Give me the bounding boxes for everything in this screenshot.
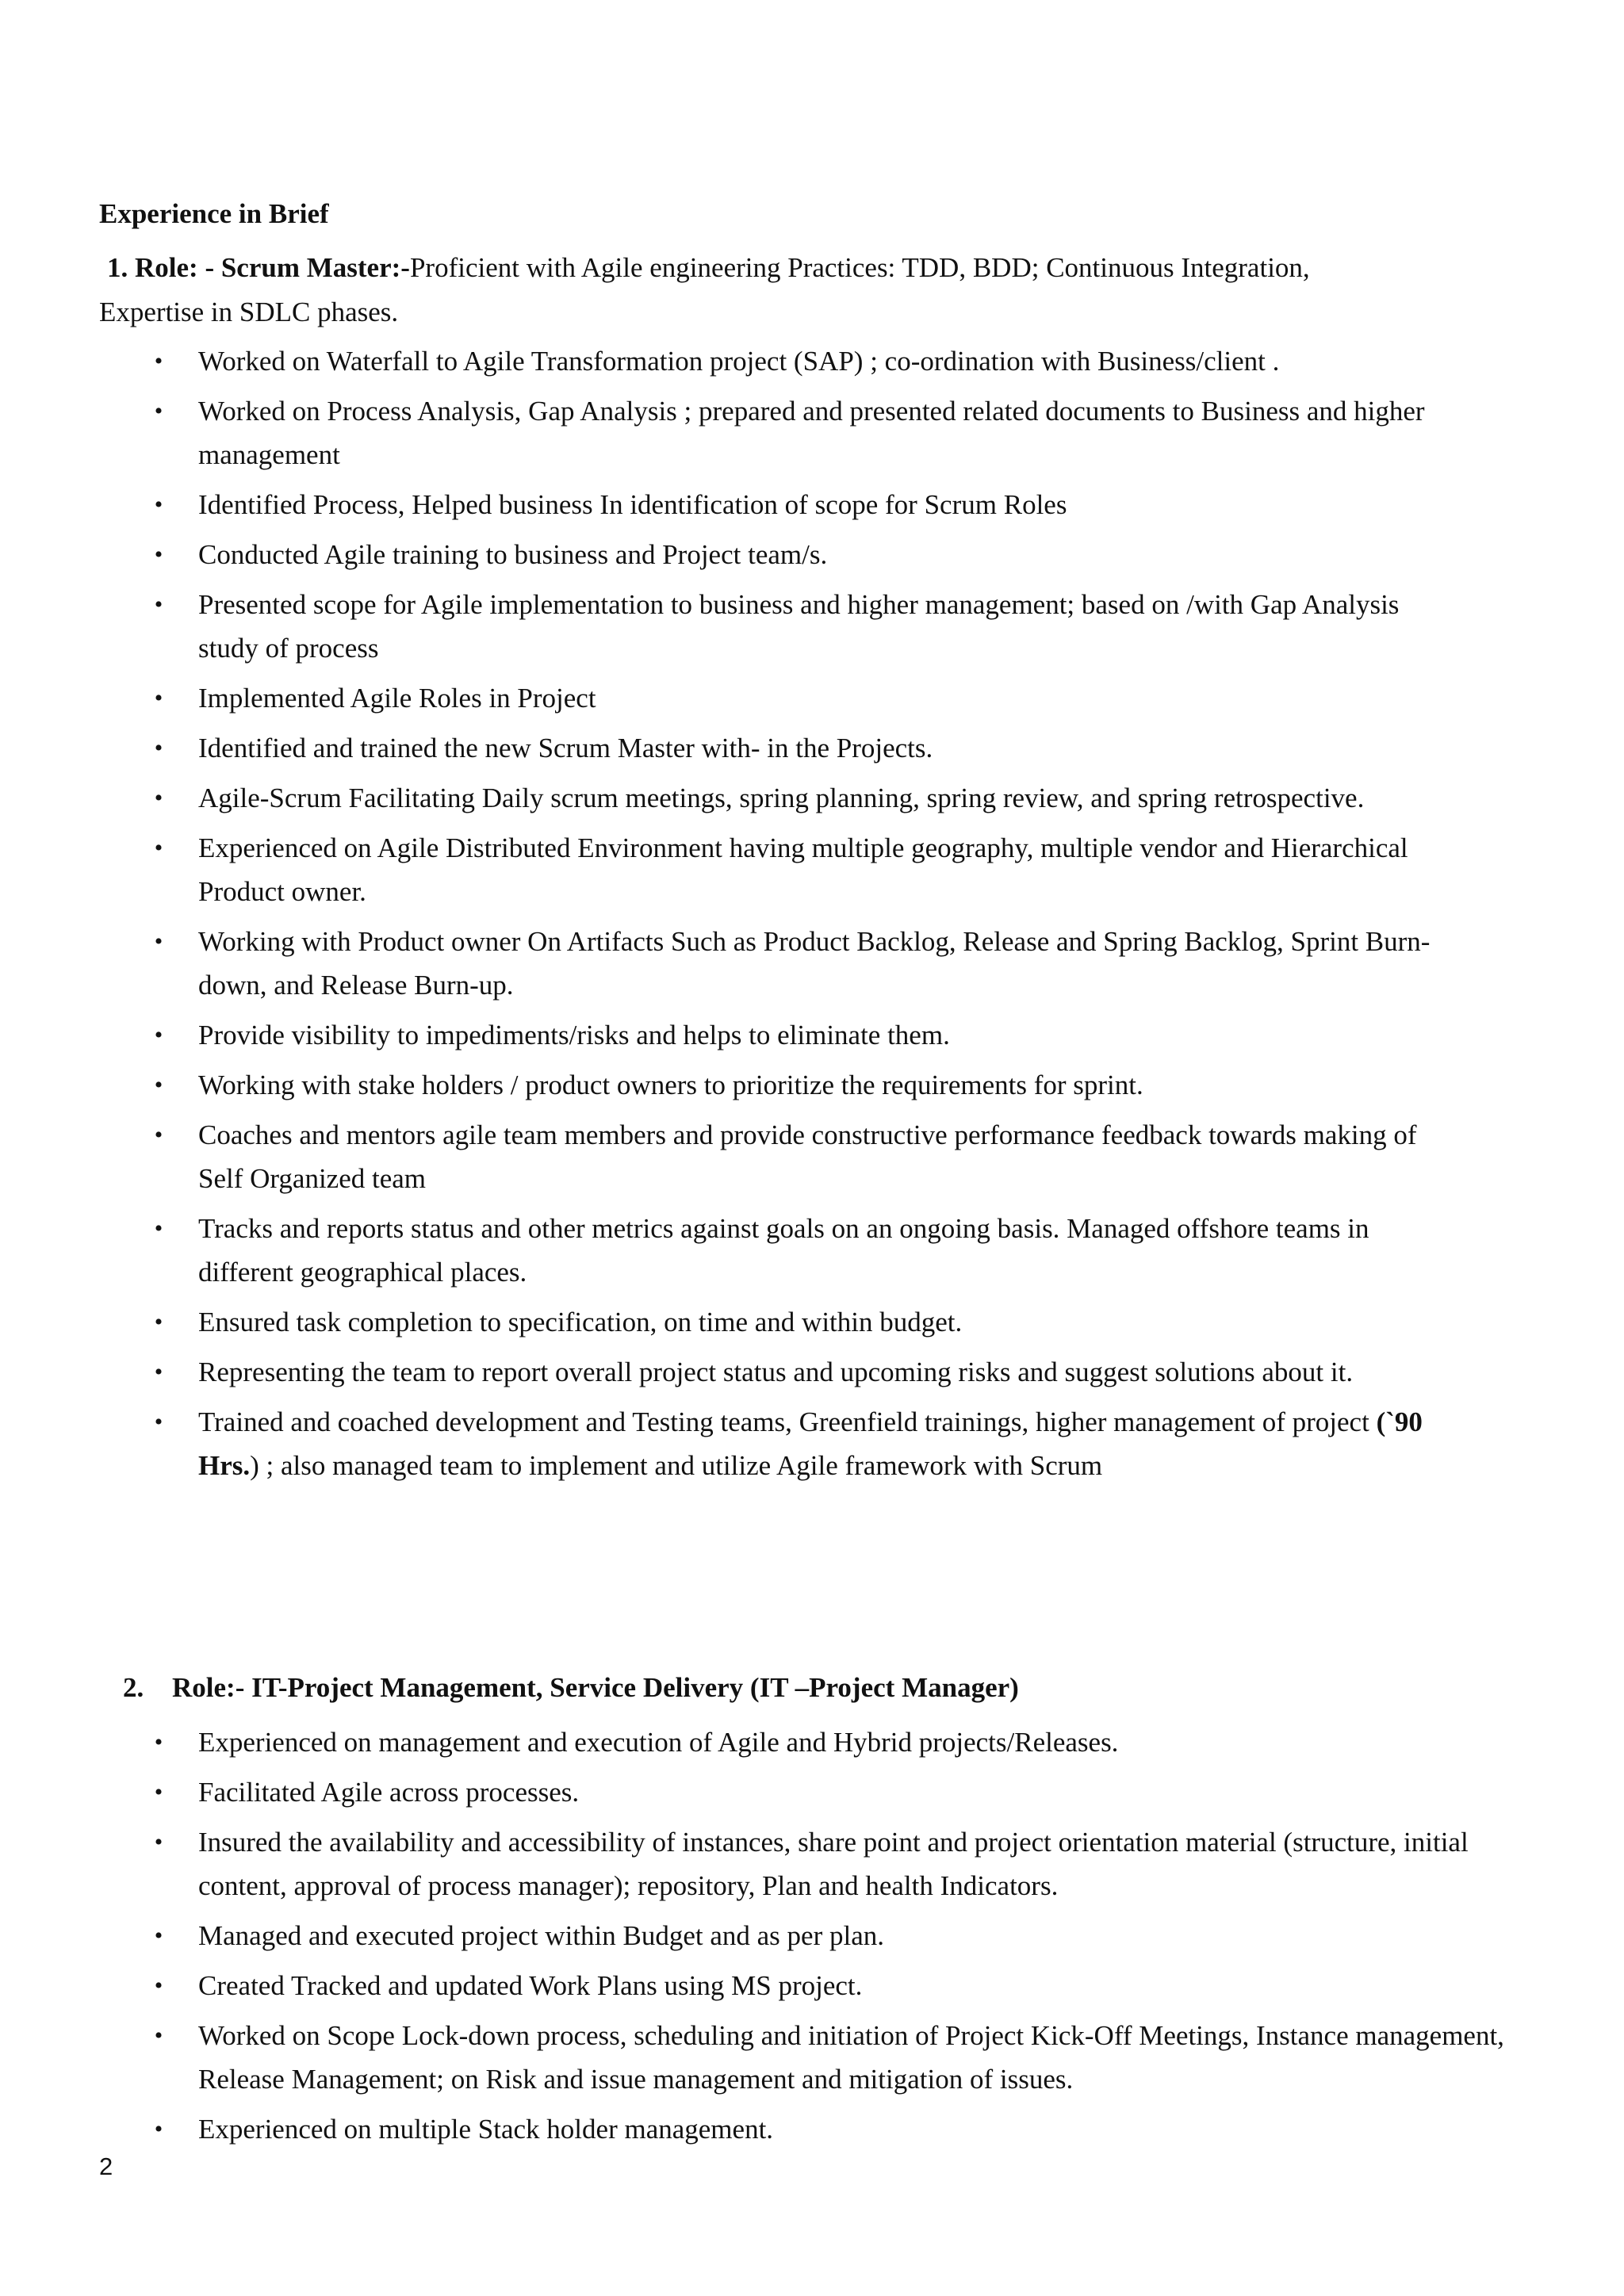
list-item-text: Working with stake holders / product owners to prioritize the requirements for sprint. <box>198 1070 1143 1100</box>
list-item <box>151 339 1435 383</box>
list-item-text-after: ) ; also managed team to implement and utilize Agile framework with Scrum <box>250 1450 1103 1481</box>
list-item <box>151 483 1435 526</box>
list-item <box>151 389 1435 476</box>
bullet-icon: • <box>154 735 163 761</box>
bullet-icon: • <box>154 1973 163 1999</box>
bullet-icon: • <box>154 1729 163 1755</box>
list-item <box>151 583 1435 670</box>
role-2-title <box>123 1666 1019 1710</box>
list-item <box>151 1063 1435 1107</box>
list-item <box>151 1770 1530 1814</box>
bullet-icon: • <box>154 492 163 518</box>
bullet-icon: • <box>154 1359 163 1385</box>
bullet-icon: • <box>154 928 163 955</box>
list-item-text: Worked on Process Analysis, Gap Analysis ; prepared and presented related documents to Business and higher management <box>198 396 1425 470</box>
list-item <box>151 726 1435 770</box>
bullet-icon: • <box>154 348 163 374</box>
bullet-icon: • <box>154 1122 163 1148</box>
list-item <box>151 776 1435 820</box>
bullet-icon: • <box>154 591 163 618</box>
list-item-text: Facilitated Agile across processes. <box>198 1777 580 1808</box>
list-item <box>151 1720 1530 1764</box>
bullet-icon: • <box>154 835 163 861</box>
list-item-text-before: Trained and coached development and Testing teams, Greenfield trainings, higher management of project <box>198 1406 1377 1437</box>
list-item <box>151 1350 1435 1394</box>
role-2-title-text: Role:- IT-Project Management, Service Delivery (IT –Project Manager) <box>172 1672 1019 1703</box>
bullet-icon: • <box>154 541 163 568</box>
role-1-title: 1. Role: - Scrum Master:- <box>107 252 410 283</box>
list-item-text: Worked on Waterfall to Agile Transformation project (SAP) ; co-ordination with Business/client . <box>198 346 1280 377</box>
bullet-icon: • <box>154 1779 163 1805</box>
list-item <box>151 676 1435 720</box>
list-item-text: Implemented Agile Roles in Project <box>198 683 596 714</box>
list-item <box>151 1113 1435 1200</box>
role-2-bullet-list <box>151 1720 1530 2157</box>
list-item-text: Conducted Agile training to business and Project team/s. <box>198 539 828 570</box>
bullet-icon: • <box>154 2022 163 2049</box>
list-item-text-hours: (`90 Hrs. <box>198 1406 1423 1481</box>
list-item-text: Presented scope for Agile implementation to business and higher management; based on /with Gap Analysis study of process <box>198 589 1400 664</box>
bullet-icon: • <box>154 1829 163 1855</box>
bullet-icon: • <box>154 1409 163 1435</box>
list-item-text: Representing the team to report overall project status and upcoming risks and suggest solutions about it. <box>198 1357 1354 1387</box>
bullet-icon: • <box>154 685 163 711</box>
list-item <box>151 2014 1530 2101</box>
role-1-description: Proficient with Agile engineering Practices: TDD, BDD; Continuous Integration, Expertise in SDLC phases. <box>99 252 1310 327</box>
list-item <box>151 1207 1435 1294</box>
list-item-text: Tracks and reports status and other metrics against goals on an ongoing basis. Managed offshore teams in different geographical places. <box>198 1213 1369 1288</box>
list-item-text: Ensured task completion to specification, on time and within budget. <box>198 1307 963 1337</box>
role-2-number: 2. <box>123 1672 144 1703</box>
list-item-text: Experienced on management and execution of Agile and Hybrid projects/Releases. <box>198 1727 1119 1758</box>
list-item <box>151 1300 1435 1344</box>
list-item-text: Coaches and mentors agile team members and provide constructive performance feedback towards making of Self Organized team <box>198 1119 1417 1194</box>
role-1-summary <box>99 246 1336 335</box>
list-item <box>151 1400 1435 1487</box>
section-heading: Experience in Brief <box>99 198 329 229</box>
page-number: 2 <box>99 2152 113 2180</box>
list-item <box>151 1964 1530 2007</box>
list-item-text: Provide visibility to impediments/risks and helps to eliminate them. <box>198 1020 950 1050</box>
bullet-icon: • <box>154 1022 163 1048</box>
bullet-icon: • <box>154 2116 163 2142</box>
list-item-text: Identified and trained the new Scrum Master with- in the Projects. <box>198 733 933 763</box>
list-item <box>151 920 1435 1007</box>
list-item <box>151 826 1435 913</box>
list-item-text: Experienced on Agile Distributed Environment having multiple geography, multiple vendor and Hierarchical Product owner. <box>198 832 1408 907</box>
bullet-icon: • <box>154 1072 163 1098</box>
list-item-text: Created Tracked and updated Work Plans using MS project. <box>198 1970 863 2001</box>
list-item <box>151 1013 1435 1057</box>
list-item-text: Worked on Scope Lock-down process, scheduling and initiation of Project Kick-Off Meetings, Instance management, Release Management; on Risk and issue management and mitigation of issues. <box>198 2020 1504 2095</box>
list-item <box>151 533 1435 576</box>
list-item-text: Experienced on multiple Stack holder management. <box>198 2114 774 2145</box>
list-item-text: Agile-Scrum Facilitating Daily scrum meetings, spring planning, spring review, and spring retrospective. <box>198 783 1365 813</box>
list-item-text: Identified Process, Helped business In identification of scope for Scrum Roles <box>198 489 1067 520</box>
bullet-icon: • <box>154 1215 163 1242</box>
bullet-icon: • <box>154 1923 163 1949</box>
bullet-icon: • <box>154 785 163 811</box>
list-item <box>151 1914 1530 1957</box>
list-item-text: Working with Product owner On Artifacts Such as Product Backlog, Release and Spring Backlog, Sprint Burn-down, and Release Burn-up. <box>198 926 1431 1001</box>
bullet-icon: • <box>154 398 163 424</box>
bullet-icon: • <box>154 1309 163 1335</box>
list-item-text: Managed and executed project within Budget and as per plan. <box>198 1920 884 1951</box>
role-1-bullet-list <box>151 339 1435 1494</box>
list-item <box>151 2107 1530 2151</box>
list-item <box>151 1820 1530 1908</box>
list-item-text: Insured the availability and accessibility of instances, share point and project orientation material (structure, initial content, approval of process manager); repository, Plan and health Indicators. <box>198 1827 1469 1901</box>
